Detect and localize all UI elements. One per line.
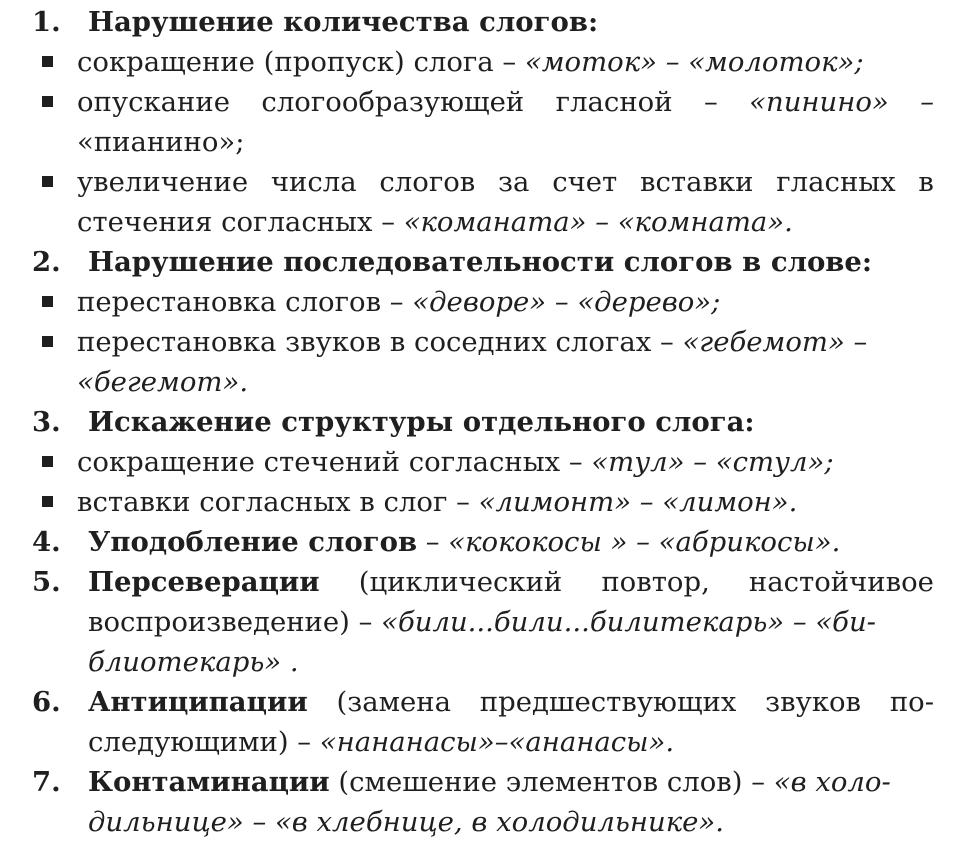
item-text-word: предшествующих xyxy=(479,686,737,718)
item-text: воспроизведение) – xyxy=(88,606,382,638)
item-text-word: (циклический xyxy=(358,566,563,598)
bullet-example: «деворе» – «дерево»; xyxy=(412,286,721,318)
item-text-word: повтор, xyxy=(601,566,710,598)
bullet-text-word: в xyxy=(918,166,934,198)
bullet-example: «тул» – «стул»; xyxy=(591,446,834,478)
list-item-7 xyxy=(32,762,934,802)
item-number: 3. xyxy=(32,406,61,438)
square-bullet-icon xyxy=(42,96,53,107)
bullet-text: стечения согласных – xyxy=(77,206,404,238)
square-bullet-icon xyxy=(42,176,53,187)
bullet-text: перестановка звуков в соседних слогах – xyxy=(77,326,683,358)
item-number: 1. xyxy=(32,6,61,38)
square-bullet-icon xyxy=(42,456,53,467)
item-text-word: по- xyxy=(889,686,934,718)
item-example: «в холо- xyxy=(773,766,891,798)
bullet-item xyxy=(32,162,934,202)
item-continuation xyxy=(32,722,934,762)
bullet-text-word: увеличение xyxy=(77,166,249,198)
item-continuation xyxy=(32,602,934,642)
bullet-text-word: – xyxy=(703,86,718,118)
item-title: Персеверации xyxy=(88,566,320,598)
bullet-text-word: числа xyxy=(270,166,357,198)
bullet-item xyxy=(32,322,934,362)
item-example: «кококосы » – «абрикосы». xyxy=(448,526,841,558)
bullet-text-word: слогов xyxy=(379,166,476,198)
bullet-continuation xyxy=(32,202,934,242)
bullet-text-word: гласных xyxy=(776,166,896,198)
bullet-text-word: счет xyxy=(552,166,618,198)
bullet-example: «команата» – «комната». xyxy=(403,206,793,238)
bullet-example-word: «пинино» xyxy=(749,86,889,118)
justified-line xyxy=(32,682,934,722)
bullet-item xyxy=(32,42,934,82)
justified-line xyxy=(32,562,934,602)
bullet-continuation: «пианино»; xyxy=(77,126,245,158)
item-number: 5. xyxy=(32,566,61,598)
item-title: Нарушение количества слогов: xyxy=(88,6,599,38)
bullet-text-word: за xyxy=(498,166,530,198)
item-continuation: блиотекарь» . xyxy=(88,646,299,678)
bullet-item xyxy=(32,482,934,522)
square-bullet-icon xyxy=(42,56,53,67)
bullet-text-word: опускание xyxy=(77,86,230,118)
list-item-3-heading xyxy=(32,402,934,442)
item-title: Антиципации xyxy=(88,686,308,718)
square-bullet-icon xyxy=(42,336,53,347)
bullet-text: сокращение (пропуск) слога – xyxy=(77,46,525,78)
item-text-word: звуков xyxy=(765,686,862,718)
bullet-example: «лимонт» – «лимон». xyxy=(478,486,798,518)
justified-line xyxy=(32,162,934,202)
item-text: следующими) – xyxy=(88,726,320,758)
bullet-item xyxy=(32,82,934,122)
list-item-2-heading xyxy=(32,242,934,282)
item-number: 4. xyxy=(32,526,61,558)
item-title: Контаминации xyxy=(88,766,330,798)
item-text-word: (замена xyxy=(336,686,452,718)
item-text: – xyxy=(417,526,449,558)
bullet-example: «моток» – «молоток»; xyxy=(524,46,864,78)
item-number: 6. xyxy=(32,686,61,718)
bullet-example: «гебемот» – xyxy=(682,326,868,358)
item-example: «нананасы»–«ананасы». xyxy=(319,726,675,758)
bullet-text-word: вставки xyxy=(640,166,754,198)
list-item-5 xyxy=(32,562,934,602)
bullet-text: сокращение стечений согласных – xyxy=(77,446,592,478)
justified-line xyxy=(32,82,934,122)
item-continuation: дильнице» – «в хлебнице, в холодильнике». xyxy=(88,806,724,838)
bullet-item xyxy=(32,282,934,322)
list-item-6 xyxy=(32,682,934,722)
item-number: 7. xyxy=(32,766,61,798)
item-number: 2. xyxy=(32,246,61,278)
item-title: Нарушение последовательности слогов в слове: xyxy=(88,246,873,278)
bullet-text-word: слогообразующей xyxy=(261,86,525,118)
bullet-text-word: гласной xyxy=(555,86,673,118)
list-item-1-heading xyxy=(32,2,934,42)
item-text-word: настойчивое xyxy=(748,566,934,598)
square-bullet-icon xyxy=(42,496,53,507)
bullet-text: вставки согласных в слог – xyxy=(77,486,479,518)
square-bullet-icon xyxy=(42,296,53,307)
bullet-example-word: – xyxy=(920,86,934,118)
item-text: (смешение элементов слов) – xyxy=(329,766,774,798)
bullet-text: перестановка слогов – xyxy=(77,286,413,318)
bullet-item xyxy=(32,442,934,482)
list-item-4 xyxy=(32,522,934,562)
item-example: «били...били...билитекарь» – «би- xyxy=(381,606,876,638)
item-title: Уподобление слогов xyxy=(88,526,418,558)
item-title: Искажение структуры отдельного слога: xyxy=(88,406,755,438)
bullet-continuation: «бегемот». xyxy=(77,366,249,398)
